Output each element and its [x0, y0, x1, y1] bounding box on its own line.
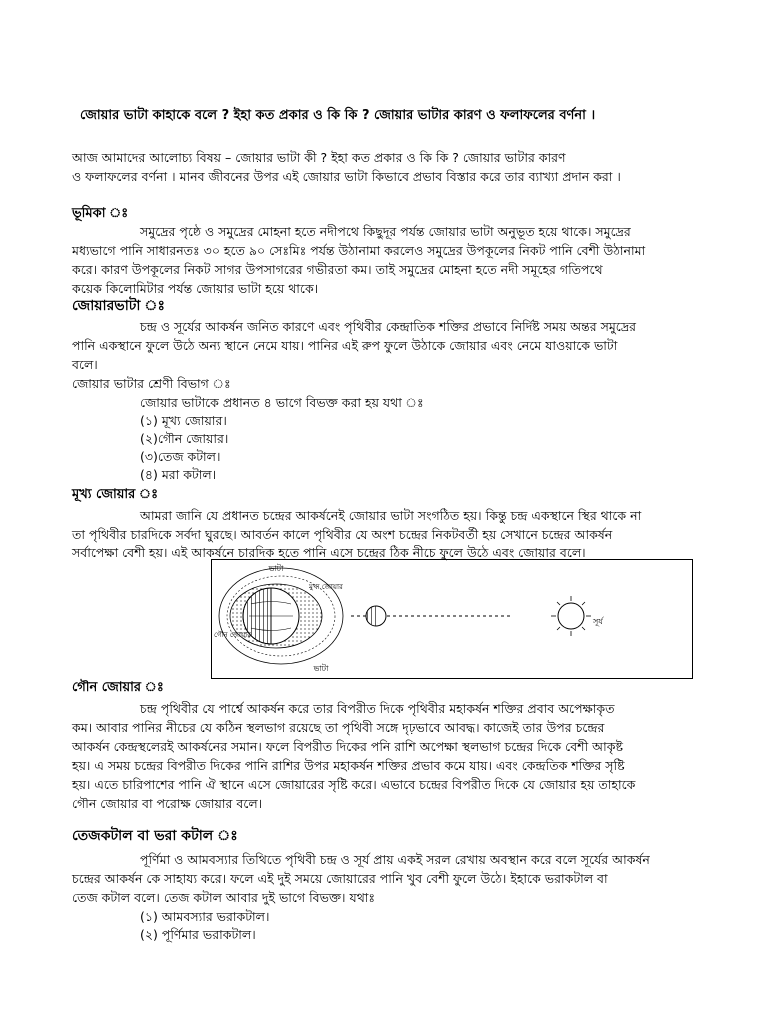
tej-item-2: (২) পূর্ণিমার ভরাকটাল।	[140, 927, 256, 942]
joarbhata-line-1: চন্দ্র ও সূর্যের আকর্ষন জনিত কারণে এবং পৃথিবীর কেন্দ্রাতিক শক্তির প্রভাবে নির্দিষ্ট সময় অন্তর সমুদ্রের	[140, 319, 637, 334]
mukhya-line-3: সর্বাপেক্ষা বেশী হয়। এই আকর্ষনে চারদিক হতে পানি এসে চন্দ্রের ঠিক নীচে ফুলে উঠে এবং জোয়ার বলে।	[72, 545, 586, 560]
joarbhata-line-3: বলে।	[72, 357, 98, 372]
tej-line-3: তেজ কটাল বলে। তেজ কটাল আবার দুই ভাগে বিভক্ত। যথাঃ	[72, 890, 376, 905]
label-bhata-top: ভাটা	[268, 564, 284, 573]
mukhya-line-2: তা পৃথিবীর চারদিকে সর্বদা ঘুরছে। আবর্তন কালে পৃথিবীর যে অংশ চন্দ্রের নিকটবর্তী হয় সেখানে চন্দ্রের আকর্ষন	[72, 527, 613, 542]
section-heading-mukhya: মূখ্য জোয়ার ঃ	[72, 487, 159, 502]
goun-line-3: আকর্ষন কেন্দ্রস্থলেরই আকর্ষনের সমান। ফলে বিপরীত দিকের পনি রাশি অপেক্ষা স্থলভাগ চন্দ্রের দিকে বেশী আকৃষ্ট	[72, 739, 623, 754]
tej-line-1: পূর্ণিমা ও আমবস্যার তিথিতে পৃথিবী চন্দ্র ও সূর্য প্রায় একই সরল রেখায় অবস্থান করে বলে সূর্যের আকর্ষন	[140, 852, 650, 867]
tide-diagram	[211, 559, 693, 679]
sun-icon	[551, 596, 591, 636]
tej-item-1: (১) আমবস্যার ভরাকটাল।	[140, 909, 270, 924]
joarbhata-line-2: পানি একস্থানে ফুলে উঠে অন্য স্থানে নেমে যায়। পানির এই রুপ ফুলে উঠাকে জোয়ার এবং নেমে যাওয়াকে ভাটা	[72, 338, 618, 353]
classification-item-2: (২)গৌন জোয়ার।	[140, 431, 229, 446]
bhumika-line-1: সমুদ্রের পৃষ্ঠে ও সমুদ্রের মোহনা হতে নদীপথে কিছুদূর পর্যন্ত জোয়ার ভাটা অনুভূত হয়ে থাকে। সমুদ্রের	[140, 224, 631, 239]
classification-intro: জোয়ার ভাটাকে প্রধানত ৪ ভাগে বিভক্ত করা হয় যথা ঃ	[140, 395, 424, 410]
classification-item-3: (৩)তেজ কটাল।	[140, 449, 221, 464]
goun-line-4: হয়। এ সময় চন্দ্রের বিপরীত দিকের পানি রাশির উপর মহাকর্ষন শক্তির প্রভাব কমে যায়। এবং কেন্দ্রতিক শক্তির সৃষ্টি	[72, 758, 625, 773]
label-bhata-bottom: ভাটা	[313, 664, 329, 673]
section-heading-bhumika: ভূমিকা ঃ	[72, 206, 129, 221]
bhumika-line-3: করে। কারণ উপকূলের নিকট সাগর উপসাগরের গভীরতা কম। তাই সমুদ্রের মোহনা হতে নদী সমূহের গতিপথে	[72, 262, 603, 277]
tej-line-2: চন্দ্রের আকর্ষন কে সাহায্য করে। ফলে এই দুই সময়ে জোয়ারের পানি খুব বেশী ফুলে উঠে। ইহাকে ভরাকটাল বা	[72, 871, 608, 886]
section-heading-goun: গৌন জোয়ার ঃ	[72, 680, 164, 695]
intro-line-2: ও ফলাফলের বর্ণনা । মানব জীবনের উপর এই জোয়ার ভাটা কিভাবে প্রভাব বিস্তার করে তার ব্যাখ্যা প্রদান করা ।	[72, 169, 621, 184]
label-surya: সূর্য	[593, 617, 603, 626]
goun-line-2: কম। আবার পানির নীচের যে কঠিন স্থলভাগ রয়েছে তা পৃথিবী সঙ্গে দৃঢ়ভাবে আবদ্ধ। কাজেই তার উপর চন্দ্রের	[72, 720, 605, 735]
page-title: জোয়ার ভাটা কাহাকে বলে ? ইহা কত প্রকার ও কি কি ? জোয়ার ভাটার কারণ ও ফলাফলের বর্ণনা ।	[80, 108, 596, 123]
goun-line-6: গৌন জোয়ার বা পরোক্ষ জোয়ার বলে।	[72, 796, 263, 811]
section-heading-tej: তেজকটাল বা ভরা কটাল ঃ	[72, 828, 238, 844]
classification-heading: জোয়ার ভাটার শ্রেণী বিভাগ ঃ	[72, 376, 231, 391]
goun-line-5: হয়। এতে চারিপাশের পানি ঐ স্থানে এসে জোয়ারের সৃষ্টি করে। এভাবে চন্দ্রের বিপরীত দিকে যে জোয়ার হয় তাহাকে	[72, 777, 636, 792]
label-goun: গৌন জোয়ার	[214, 631, 251, 639]
bhumika-line-2: মধ্যভাগে পানি সাধারনতঃ ৩০ হতে ৯০ সেঃমিঃ পর্যন্ত উঠানামা করলেও সমুদ্রের উপকূলের নিকট পানি বেশী উঠানামা	[72, 243, 646, 258]
classification-item-4: (৪) মরা কটাল।	[140, 467, 217, 482]
intro-line-1: আজ আমাদের আলোচ্য বিষয় – জোয়ার ভাটা কী ? ইহা কত প্রকার ও কি কি ? জোয়ার ভাটার কারণ	[72, 150, 566, 165]
classification-item-1: (১) মূখ্য জোয়ার।	[140, 413, 227, 428]
bhumika-line-4: কয়েক কিলোমিটার পর্যন্ত জোয়ার ভাটা হয়ে থাকে।	[72, 281, 319, 296]
section-heading-joarbhata: জোয়ারভাটা ঃ	[72, 298, 165, 314]
moon	[366, 606, 386, 626]
mukhya-line-1: আমরা জানি যে প্রধানত চন্দ্রের আকর্ষনেই জোয়ার ভাটা সংগঠিত হয়। কিন্তু চন্দ্র একস্থানে স্থির থাকে না	[140, 508, 642, 523]
goun-line-1: চন্দ্র পৃথিবীর যে পার্শ্বে আকর্ষন করে তার বিপরীত দিকে পৃথিবীর মহাকর্ষন শক্তির প্রবাব অপেক্ষাকৃত	[140, 701, 615, 716]
label-mukhya: মুখ্য জোয়ার	[309, 583, 343, 591]
